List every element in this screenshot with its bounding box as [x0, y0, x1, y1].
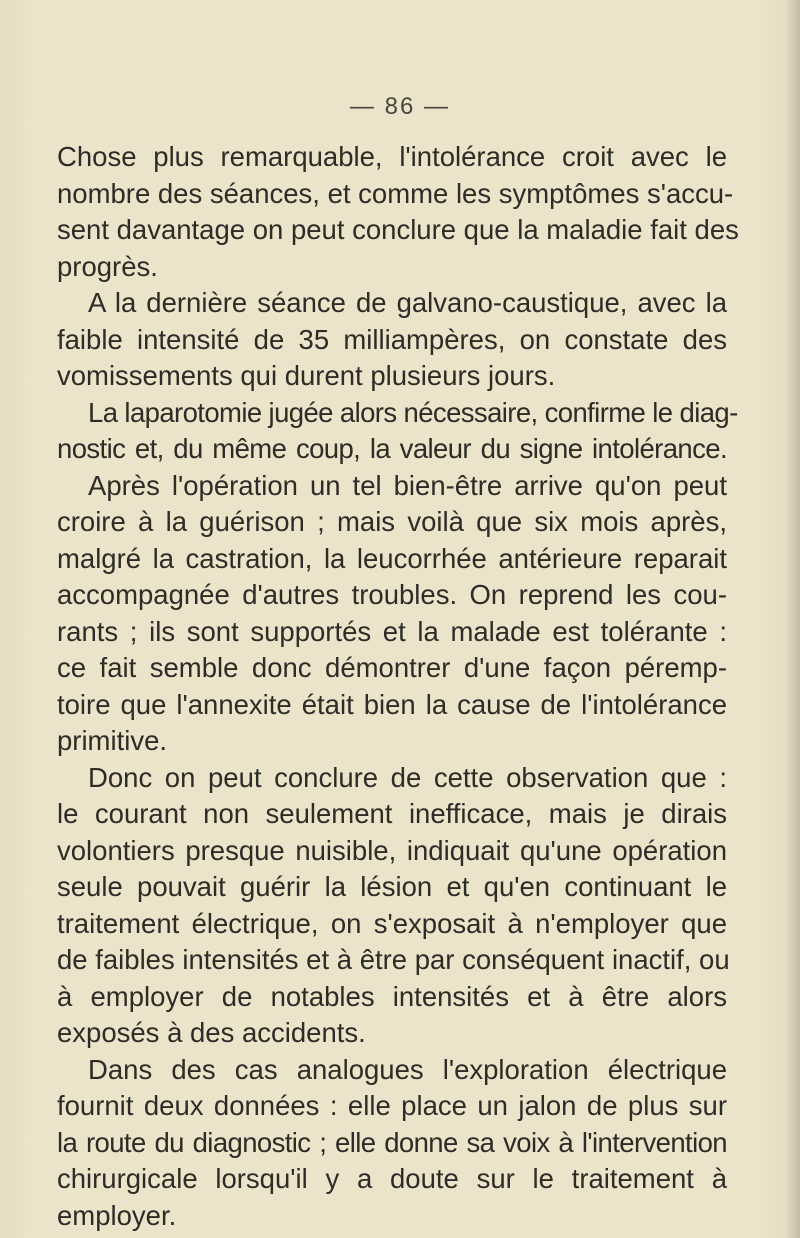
text-line: volontiers presque nuisible, indiquait qu'une opération: [57, 834, 727, 866]
text-line: de faibles intensités et à être par conséquent inactif, ou: [57, 944, 730, 975]
text-line: à employer de notables intensités et à être alors: [57, 980, 727, 1012]
text-line: Chose plus remarquable, l'intolérance croit avec le: [57, 141, 727, 172]
text-line: nombre des séances, et comme les symptômes s'accu-: [57, 177, 734, 209]
text-line: nostic et, du même coup, la valeur du signe intolérance.: [57, 433, 727, 464]
text-line: accompagnée d'autres troubles. On reprend les cou-: [57, 579, 727, 610]
text-line: vomissements qui durent plusieurs jours.: [57, 360, 556, 391]
text-line: toire que l'annexite était bien la cause de l'intolérance: [57, 688, 727, 720]
paragraph-start-line: Après l'opération un tel bien-être arrive qu'on peut: [88, 469, 727, 501]
text-line: sent davantage on peut conclure que la maladie fait des: [57, 214, 739, 245]
page-number: — 86 —: [349, 93, 451, 120]
text-line: progrès.: [57, 250, 158, 282]
text-line: ce fait semble donc démontrer d'une façon péremp-: [57, 652, 727, 683]
text-line: le courant non seulement inefficace, mais je dirais: [57, 798, 727, 829]
paragraph-start-line: Donc on peut conclure de cette observation que :: [88, 761, 727, 793]
text-line: traitement électrique, on s'exposait à n'employer que: [57, 907, 727, 939]
text-line: fournit deux données : elle place un jalon de plus sur: [57, 1090, 727, 1121]
paragraph-start-line: A la dernière séance de galvano-caustique, avec la: [88, 287, 727, 318]
text-line: la route du diagnostic ; elle donne sa voix à l'intervention: [57, 1126, 727, 1158]
text-line: malgré la castration, la leucorrhée antérieure reparait: [57, 542, 727, 574]
text-line: faible intensité de 35 milliampères, on constate des: [57, 323, 727, 355]
text-line: seule pouvait guérir la lésion et qu'en continuant le: [57, 871, 727, 902]
body-text: [57, 139, 739, 1234]
page-edge-shadow: [786, 0, 800, 1238]
text-line: primitive.: [57, 725, 168, 756]
text-line: exposés à des accidents.: [57, 1017, 366, 1048]
text-line: employer.: [57, 1199, 177, 1231]
text-line: chirurgicale lorsqu'il y a doute sur le traitement à: [57, 1163, 727, 1194]
paragraph-start-line: Dans des cas analogues l'exploration électrique: [88, 1053, 727, 1085]
text-line: rants ; ils sont supportés et la malade est tolérante :: [57, 615, 727, 647]
paragraph-start-line: La laparotomie jugée alors nécessaire, confirme le diag-: [88, 396, 738, 428]
text-line: croire à la guérison ; mais voilà que six mois après,: [57, 506, 727, 537]
